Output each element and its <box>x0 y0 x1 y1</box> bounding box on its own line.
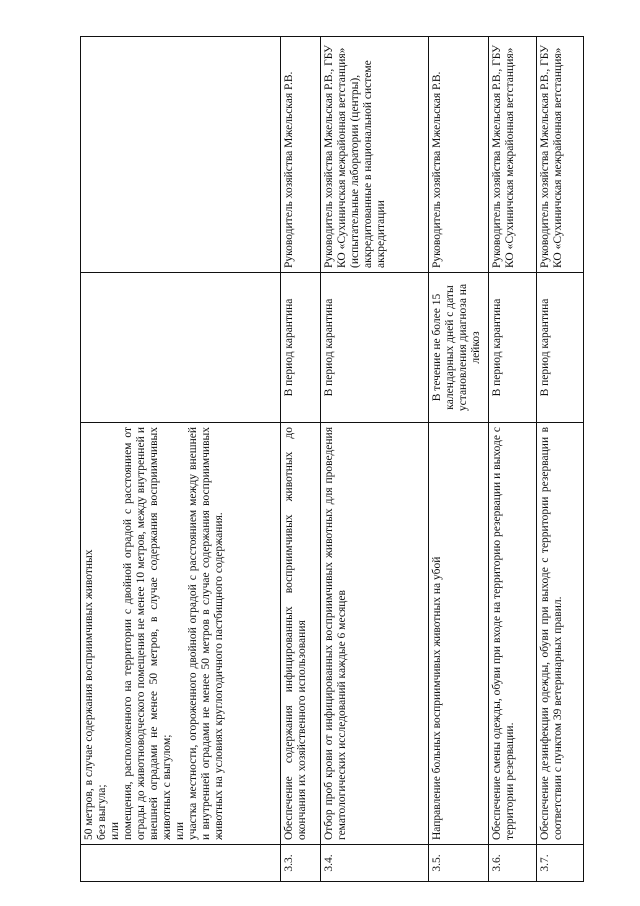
term-cell: В течение не более 15 календарных дней с даты установления диагноза на лейкоз <box>429 273 489 423</box>
action-text: помещения, расположенного на территории с двойной оградой с расстоянием от ограды до животноводческого помещения не менее 10 метров, между внутренней и внешней оградами не менее 50 метров, в случае содержания восприимчивых животных с выгулом; <box>122 427 173 840</box>
row-number: 3.7. <box>537 845 584 882</box>
responsible-cell: Руководитель хозяйства Мжельская Р.В. <box>429 37 489 273</box>
responsible-cell: Руководитель хозяйства Мжельская Р.В., ГБУ КО «Сухиничская межрайонная ветстанция» (испытательные лаборатории (центры), аккредитованные в национальной системе аккредитации <box>321 37 429 273</box>
table-row <box>537 37 584 882</box>
responsible-cell: Руководитель хозяйства Мжельская Р.В., ГБУ КО «Сухиничская межрайонная ветстанция» <box>537 37 584 273</box>
action-text: или <box>174 821 186 840</box>
responsible-cell: Руководитель хозяйства Мжельская Р.В., ГБУ КО «Сухиничская межрайонная ветстанция» <box>489 37 537 273</box>
table-row <box>489 37 537 882</box>
responsible-cell <box>81 37 281 273</box>
term-cell: В период карантина <box>321 273 429 423</box>
row-number: 3.3. <box>281 845 321 882</box>
action-text: Обеспечение содержания инфицированных восприимчивых животных до окончания их хозяйственного использования <box>281 423 321 845</box>
term-cell: В период карантина <box>489 273 537 423</box>
action-text: Обеспечение смены одежды, обуви при входе на территорию резервации и выходе с территории резервации. <box>489 423 537 845</box>
action-text: без выгула; <box>96 784 108 840</box>
table-row <box>321 37 429 882</box>
term-cell: В период карантина <box>281 273 321 423</box>
table-row <box>429 37 489 882</box>
responsible-cell: Руководитель хозяйства Мжельская Р.В. <box>281 37 321 273</box>
quarantine-measures-table <box>80 36 584 882</box>
action-cell <box>81 423 281 845</box>
row-number: 3.6. <box>489 845 537 882</box>
row-number: 3.4. <box>321 845 429 882</box>
row-number: 3.5. <box>429 845 489 882</box>
action-text: Направление больных восприимчивых животных на убой <box>429 423 489 845</box>
action-text: участка местности, огороженного двойной оградой с расстоянием между внешней и внутренней оградами не менее 50 метров в случае содержания восприимчивых животных на условиях круглогодичного пастбищного содержания. <box>187 427 225 840</box>
action-text: 50 метров, в случае содержания восприимчивых животных <box>83 549 95 840</box>
action-text: Обеспечение дезинфекции одежды, обуви при выходе с территории резервации в соответствии с пунктом 39 ветеринарных правил. <box>537 423 584 845</box>
table-row <box>281 37 321 882</box>
term-cell: В период карантина <box>537 273 584 423</box>
row-number <box>81 845 281 882</box>
action-text: Отбор проб крови от инфицированных восприимчивых животных для проведения гематологических исследований каждые 6 месяцев <box>321 423 429 845</box>
term-cell <box>81 273 281 423</box>
table-row <box>81 37 281 882</box>
action-text: или <box>109 821 121 840</box>
